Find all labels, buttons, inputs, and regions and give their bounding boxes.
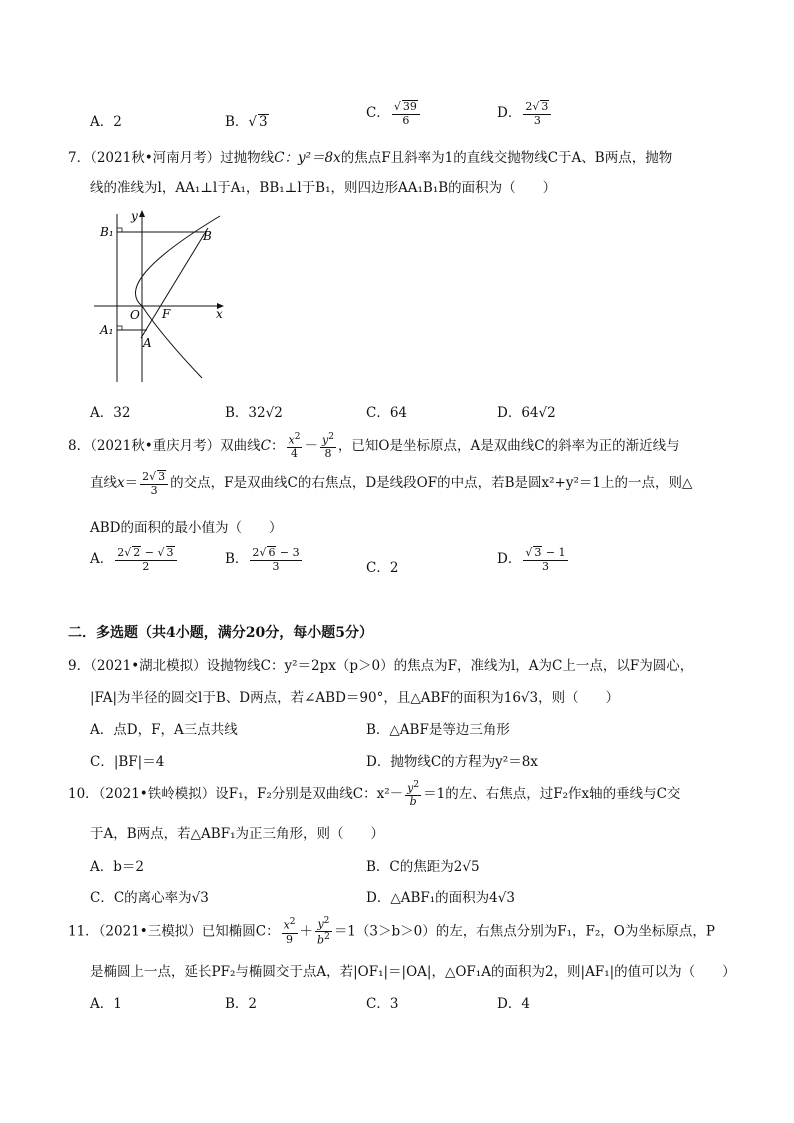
q7-option-b: B．32√2 <box>225 405 283 421</box>
q11-option-c: C．3 <box>366 996 399 1012</box>
q6-option-d: D． $\frac{2√ 3}{3}$ <box>497 100 553 127</box>
q10-option-d: D．△ABF₁的面积为4√3 <box>366 890 515 906</box>
q7-option-a: A．32 <box>90 405 131 421</box>
label-y: y <box>131 209 138 223</box>
label-x: x <box>216 307 223 321</box>
q6-option-a: A．2 <box>90 114 122 130</box>
q8-option-d: D． $\frac{√ 3 - 1}{3}$ <box>497 546 566 573</box>
q11-option-d: D．4 <box>497 996 530 1012</box>
q7-option-c: C．64 <box>366 405 408 421</box>
right-angle-b1 <box>117 228 122 232</box>
label-b1: B₁ <box>100 225 114 239</box>
q6-option-b: B．√ 3 <box>225 114 268 130</box>
q9-option-c: C．|BF|＝4 <box>90 754 165 770</box>
q10-line2: 于A，B两点，若△ABF₁为正三角形，则（ ） <box>90 826 385 842</box>
y-axis-arrow <box>139 210 145 217</box>
label-a: A <box>143 336 152 350</box>
q8-line2: 直线x＝ $\frac{2√ 3}{3}$ 的交点，F是双曲线C的右焦点，D是线段OF的中点，若B是圆x²+y²＝1上的一点，则△ <box>90 470 693 497</box>
q8-option-b: B． $\frac{2√ 6 - 3}{3}$ <box>225 546 300 573</box>
q11-line2: 是椭圆上一点，延长PF₂与椭圆交于点A，若|OF₁|＝|OA|，△OF₁A的面积为2，则|AF₁|的值可以为（ ） <box>90 964 736 980</box>
q9-option-b: B．△ABF是等边三角形 <box>366 722 510 738</box>
label-o: O <box>130 308 140 322</box>
right-angle-a1 <box>117 326 122 330</box>
line-ab <box>141 228 208 338</box>
q7-parabola-figure <box>92 206 232 384</box>
q10-option-b: B．C的焦距为2√5 <box>366 859 480 875</box>
q8-option-c: C．2 <box>366 560 399 576</box>
q10-option-c: C．C的离心率为√3 <box>90 890 209 906</box>
q7-line2: 线的准线为l，AA₁⊥l于A₁，BB₁⊥l于B₁，则四边形AA₁B₁B的面积为（ ） <box>90 180 557 196</box>
section-title-multiple-choice: 二．多选题（共4小题，满分20分，每小题5分） <box>68 625 373 641</box>
q7-line1: 7．（2021秋•河南月考）过抛物线C：y²＝8x的焦点F且斜率为1的直线交抛物线C于A、B两点，抛物 <box>68 150 673 166</box>
q9-line2: |FA|为半径的圆交l于B、D两点，若∠ABD＝90°，且△ABF的面积为16√3，则（ ） <box>90 690 620 706</box>
q7-option-d: D．64√2 <box>497 405 556 421</box>
label-f: F <box>162 307 171 321</box>
q11-option-b: B．2 <box>225 996 258 1012</box>
q8-option-a: A． $\frac{2√ 2 - √ 3}{2}$ <box>90 546 179 573</box>
q10-option-a: A．b＝2 <box>90 859 144 875</box>
q11-line1: 11．（2021•三模拟）已知椭圆C： $\frac{x^2}{9}$ ＋ $\frac{y^2}{b^2}$ ＝1（3＞b＞0）的左，右焦点分别为F₁，F₂，O为坐标原点，P <box>68 916 715 947</box>
q8-line3: ABD的面积的最小值为（ ） <box>90 520 283 536</box>
q6-option-c: C． $\frac{√ 39}{6}$ <box>366 100 422 127</box>
q8-line1: 8．（2021秋•重庆月考）双曲线C： $\frac{x^2}{4}$ － $\frac{y^2}{8}$ ，已知O是坐标原点，A是双曲线C的斜率为正的渐近线与 <box>68 432 680 461</box>
q9-line1: 9．（2021•湖北模拟）设抛物线C：y²＝2px（p＞0）的焦点为F，准线为l，A为C上一点，以F为圆心， <box>68 658 694 674</box>
label-a1: A₁ <box>100 323 114 337</box>
q9-option-d: D．抛物线C的方程为y²＝8x <box>366 754 538 770</box>
label-b: B <box>203 229 212 243</box>
q11-option-a: A．1 <box>90 996 122 1012</box>
q9-option-a: A．点D，F，A三点共线 <box>90 722 238 738</box>
q10-line1: 10．（2021•铁岭模拟）设F₁，F₂分别是双曲线C：x²－ $\frac{y^2}{b}$ ＝1的左、右焦点，过F₂作x轴的垂线与C交 <box>68 780 681 809</box>
